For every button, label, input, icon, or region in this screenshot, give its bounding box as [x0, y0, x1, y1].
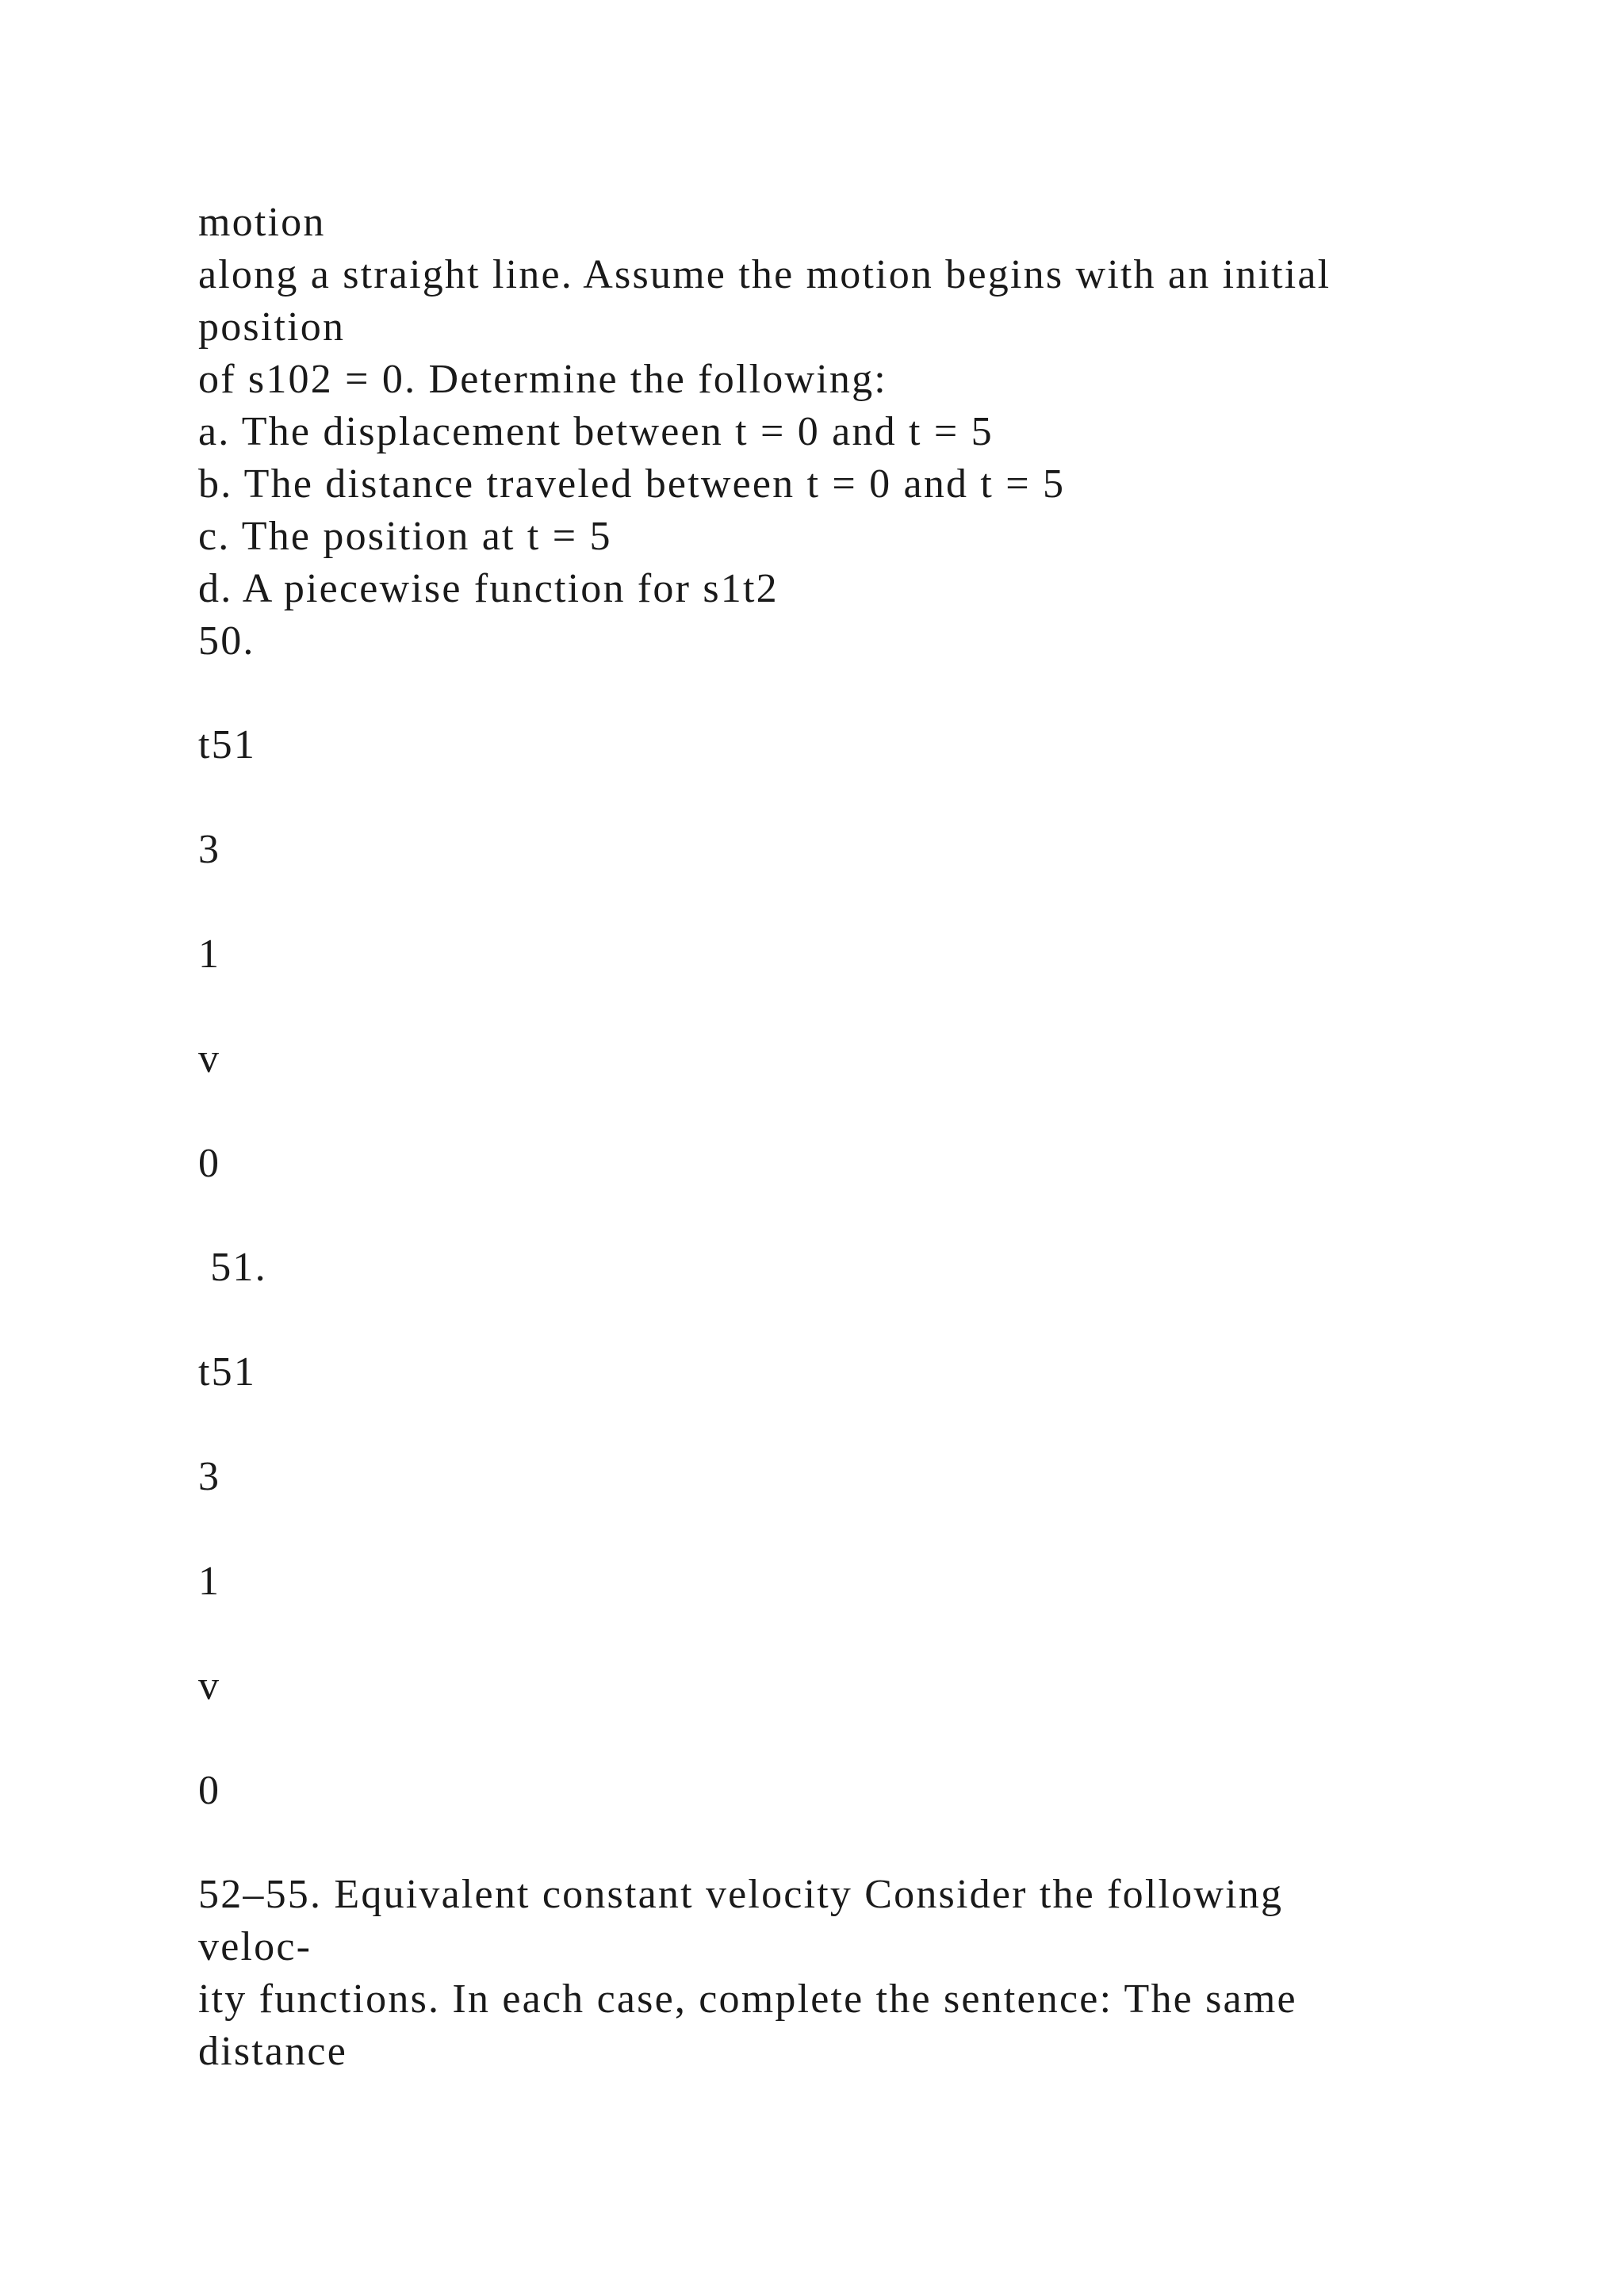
text-line: distance	[198, 2029, 347, 2074]
text-line: 0	[198, 1141, 221, 1186]
text-line: v	[198, 1036, 221, 1081]
text-line: motion	[198, 200, 326, 245]
text-line: b. The distance traveled between t = 0 and t = 5	[198, 461, 1066, 507]
text-line: 1	[198, 1559, 221, 1604]
text-line: veloc-	[198, 1924, 312, 1969]
text-line: 50.	[198, 618, 255, 664]
text-line: t51	[198, 722, 257, 767]
text-line: 0	[198, 1768, 221, 1813]
text-line: 51.	[198, 1245, 267, 1290]
text-line: position	[198, 304, 346, 350]
text-line: 1	[198, 932, 221, 977]
text-line: 3	[198, 827, 221, 872]
text-line: 3	[198, 1454, 221, 1499]
text-line: t51	[198, 1349, 257, 1395]
text-line: along a straight line. Assume the motion begins with an initial	[198, 252, 1331, 297]
text-line: v	[198, 1663, 221, 1709]
text-line: 52–55. Equivalent constant velocity Consider the following	[198, 1872, 1284, 1917]
text-line: ity functions. In each case, complete the sentence: The same	[198, 1976, 1297, 2022]
text-line: of s102 = 0. Determine the following:	[198, 357, 887, 402]
text-line: d. A piecewise function for s1t2	[198, 566, 779, 611]
text-line: a. The displacement between t = 0 and t = 5	[198, 409, 994, 454]
text-line: c. The position at t = 5	[198, 514, 612, 559]
